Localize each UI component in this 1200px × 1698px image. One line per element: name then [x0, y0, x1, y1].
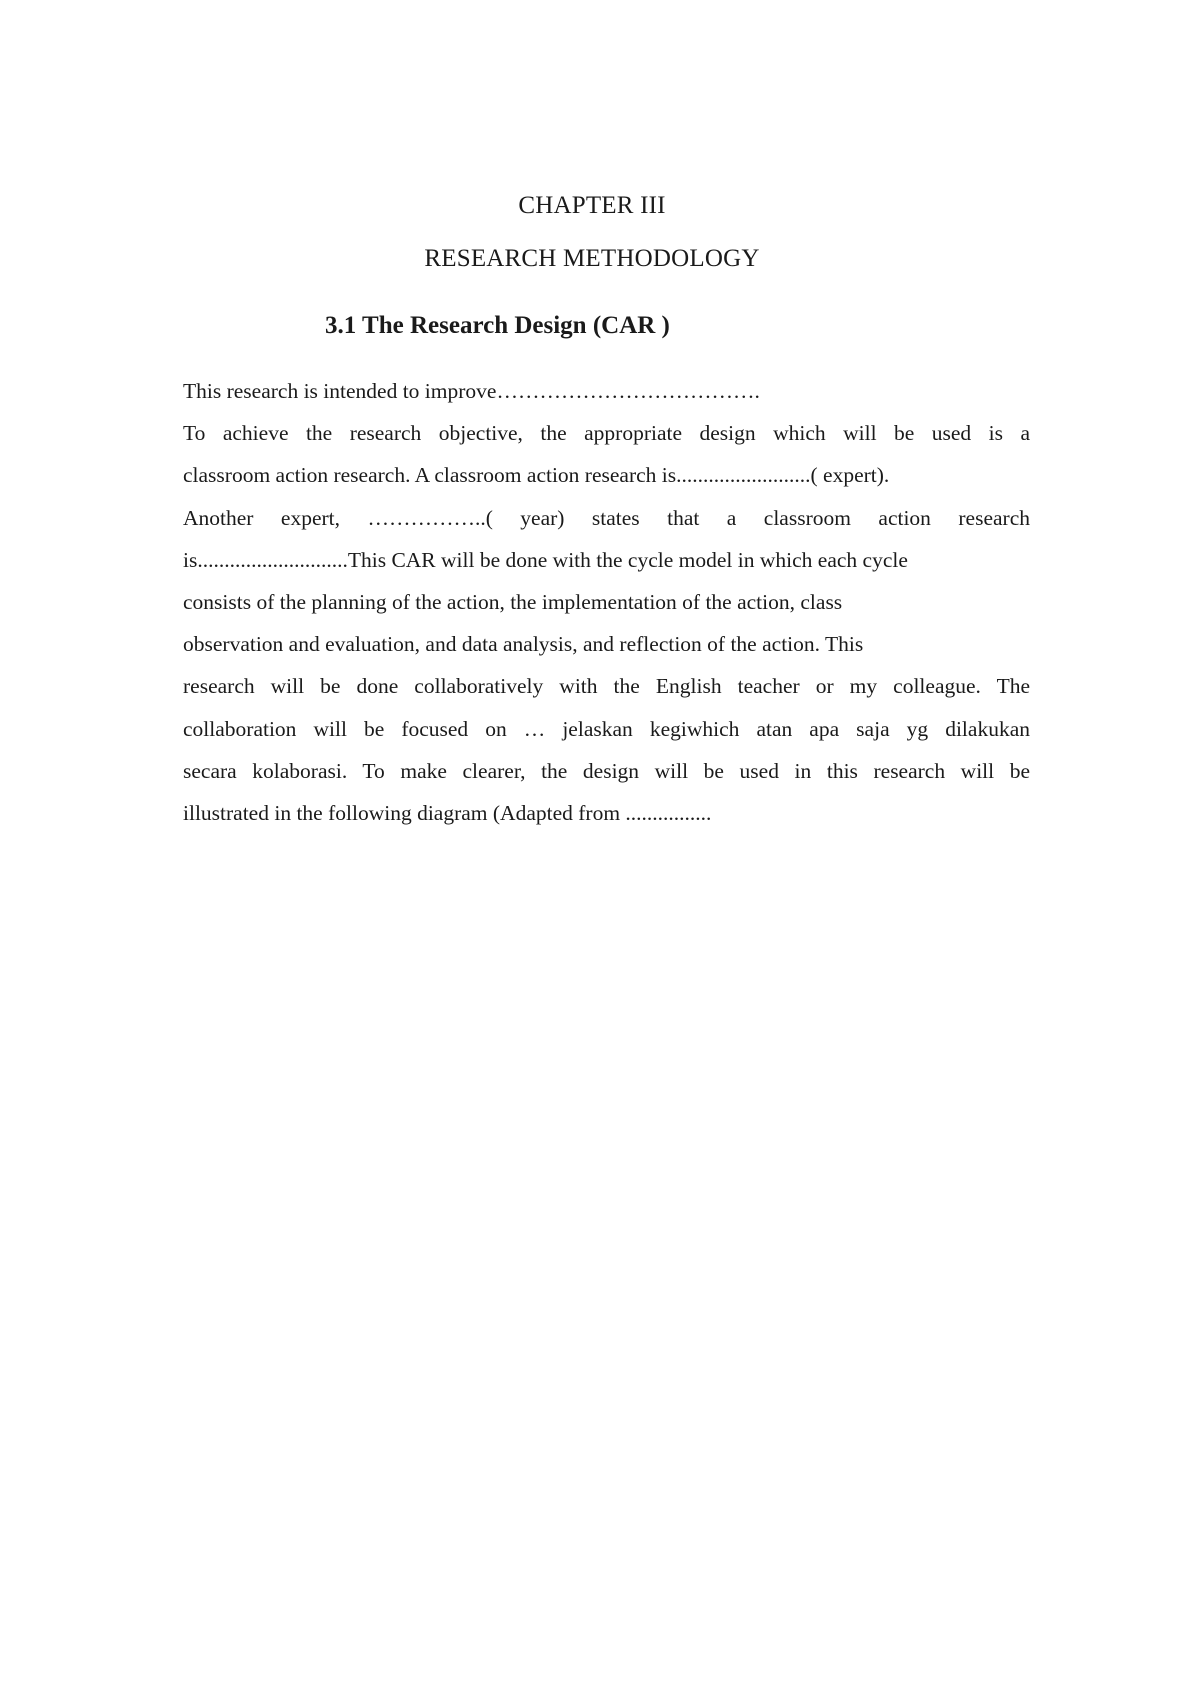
body-line: collaboration will be focused on … jelaskan kegiwhich atan apa saja yg dilakukan — [183, 716, 1030, 741]
body-line: secara kolaborasi. To make clearer, the design will be used in this research will be — [183, 758, 1030, 783]
body-line: This research is intended to improve………………………………. — [183, 379, 760, 403]
body-line: classroom action research. A classroom action research is.........................( expert). — [183, 463, 890, 488]
body-line: observation and evaluation, and data analysis, and reflection of the action. This — [183, 632, 864, 657]
chapter-title: RESEARCH METHODOLOGY — [424, 245, 760, 272]
body-line: consists of the planning of the action, the implementation of the action, class — [183, 589, 843, 614]
body-paragraph — [183, 370, 1030, 834]
body-line: illustrated in the following diagram (Adapted from ................ — [183, 800, 712, 825]
body-line: is............................This CAR will be done with the cycle model in which each cycle — [183, 547, 908, 572]
body-line: research will be done collaboratively with the English teacher or my colleague. The — [183, 674, 1030, 699]
body-line: Another expert, ……………..( year) states that a classroom action research — [183, 505, 1030, 530]
chapter-number: CHAPTER III — [518, 192, 666, 219]
section-heading: 3.1 The Research Design (CAR ) — [325, 312, 670, 339]
body-line: To achieve the research objective, the appropriate design which will be used is a — [183, 421, 1030, 446]
